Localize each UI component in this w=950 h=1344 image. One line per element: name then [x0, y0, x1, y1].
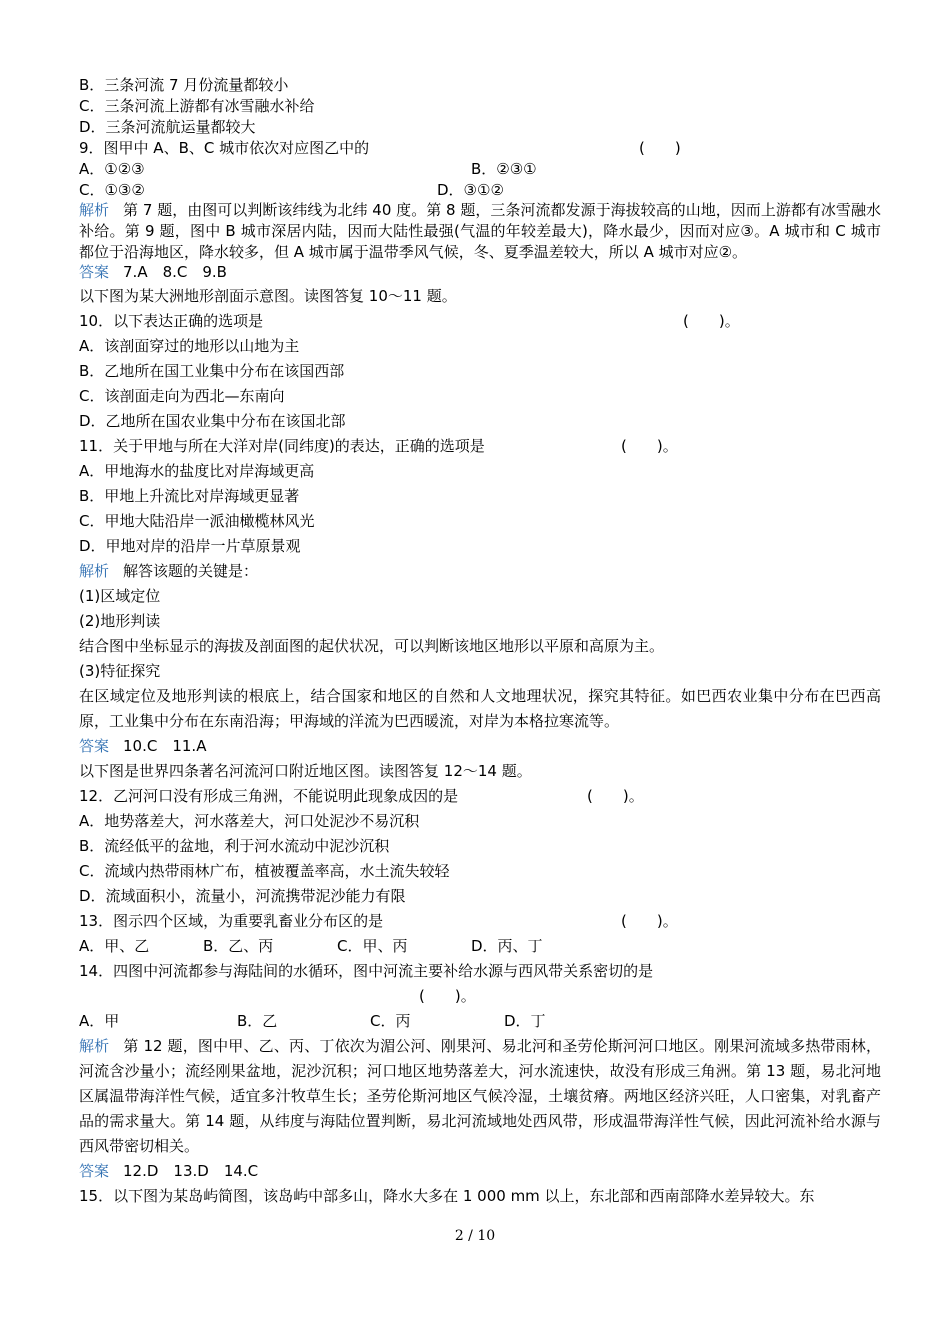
q15-stem: 15．以下图为某岛屿简图，该岛屿中部多山，降水大多在 1 000 mm 以上，东北部和西南部降水差异较大。东 — [79, 1187, 815, 1205]
q8-option-c: C．三条河流上游都有冰雪融水补给 — [79, 97, 315, 115]
q10-stem: 10．以下表达正确的选项是 — [79, 312, 264, 330]
q9-stem: 9．图甲中 A、B、C 城市依次对应图乙中的 — [79, 139, 370, 157]
analysis-point-3-text: 在区域定位及地形判读的根底上，结合国家和地区的自然和人文地理状况，探究其特征。如巴西农业集中分布在巴西高原，工业集中分布在东南沿海；甲海域的洋流为巴西暖流，对岸为本格拉寒流等。 — [79, 687, 881, 730]
q11-option-a: A．甲地海水的盐度比对岸海域更高 — [79, 462, 315, 480]
answer-text: 10.C 11.A — [123, 737, 207, 755]
q13-option-c: C．甲、丙 — [337, 937, 408, 955]
q13-stem: 13．图示四个区域，为重要乳畜业分布区的是 — [79, 912, 384, 930]
analysis-point-2: (2)地形判读 — [79, 612, 161, 630]
analysis-label: 解析 — [79, 562, 110, 580]
q12-option-c: C．流域内热带雨林广布，植被覆盖率高，水土流失较轻 — [79, 862, 450, 880]
answer-text: 12.D 13.D 14.C — [123, 1162, 259, 1180]
q14-option-c: C．丙 — [370, 1012, 411, 1030]
analysis-text: 第 7 题，由图可以判断该纬线为北纬 40 度。第 8 题，三条河流都发源于海拔较高的山地，因而上游都有冰雪融水补给。第 9 题，图中 B 城市深居内陆，因而大陆性最强(气温的年较差最大)，降水最少，因而对应③。A 城市和 C 城市都位于沿海地区，降水较多，但 A 城市属于温带季风气候，冬、夏季温差较大，所以 A 城市对应②。 — [79, 201, 881, 261]
analysis-point-1: (1)区域定位 — [79, 587, 161, 605]
q10-option-c: C．该剖面走向为西北—东南向 — [79, 387, 285, 405]
q10-option-b: B．乙地所在国工业集中分布在该国西部 — [79, 362, 345, 380]
intro-12-14: 以下图是世界四条著名河流河口附近地区图。读图答复 12～14 题。 — [79, 762, 532, 780]
analysis-10-11-lead — [79, 562, 258, 581]
answer-label: 答案 — [79, 1162, 110, 1180]
q9-option-c: C．①③② — [79, 181, 145, 199]
q13-option-b: B．乙、丙 — [203, 937, 274, 955]
intro-10-11: 以下图为某大洲地形剖面示意图。读图答复 10～11 题。 — [79, 287, 457, 305]
q9-option-d: D．③①② — [437, 181, 504, 199]
analysis-point-2-text: 结合图中坐标显示的海拔及剖面图的起伏状况，可以判断该地区地形以平原和高原为主。 — [79, 637, 665, 655]
q13-option-a: A．甲、乙 — [79, 937, 150, 955]
q12-option-b: B．流经低平的盆地，利于河水流动中泥沙沉积 — [79, 837, 390, 855]
q8-option-b: B．三条河流 7 月份流量都较小 — [79, 76, 289, 94]
q13-paren: ( )。 — [621, 912, 678, 930]
analysis-point-3: (3)特征探究 — [79, 662, 161, 680]
q10-paren: ( )。 — [683, 312, 740, 330]
answer-text: 7.A 8.C 9.B — [123, 263, 227, 281]
q11-option-b: B．甲地上升流比对岸海域更显著 — [79, 487, 300, 505]
analysis-label: 解析 — [79, 201, 110, 219]
q11-option-c: C．甲地大陆沿岸一派油橄榄林风光 — [79, 512, 315, 530]
q11-option-d: D．甲地对岸的沿岸一片草原景观 — [79, 537, 301, 555]
q9-option-b: B．②③① — [471, 160, 537, 178]
analysis-7-9 — [79, 200, 881, 263]
answer-10-11 — [79, 737, 206, 756]
q12-option-a: A．地势落差大，河水落差大，河口处泥沙不易沉积 — [79, 812, 420, 830]
analysis-label: 解析 — [79, 1037, 110, 1055]
q14-option-d: D．丁 — [504, 1012, 546, 1030]
answer-label: 答案 — [79, 737, 110, 755]
q12-stem: 12．乙河河口没有形成三角洲，不能说明此现象成因的是 — [79, 787, 459, 805]
analysis-lead: 解答该题的关键是： — [123, 562, 259, 580]
q10-option-d: D．乙地所在国农业集中分布在该国北部 — [79, 412, 346, 430]
analysis-text: 第 12 题，图中甲、乙、丙、丁依次为湄公河、刚果河、易北河和圣劳伦斯河河口地区。刚果河流域多热带雨林，河流含沙量小；流经刚果盆地，泥沙沉积；河口地区地势落差大，河水流速快，故没有形成三角洲。第 13 题，易北河地区属温带海洋性气候，适宜多汁牧草生长；圣劳伦斯河地区气候冷湿，土壤贫瘠。两地区经济兴旺，人口密集，对乳畜产品的需求量大。第 14 题，从纬度与海陆位置判断，易北河流域地处西风带，形成温带海洋性气候，因此河流补给水源与西风带密切相关。 — [79, 1037, 881, 1155]
q14-option-a: A．甲 — [79, 1012, 120, 1030]
q11-stem: 11．关于甲地与所在大洋对岸(同纬度)的表达，正确的选项是 — [79, 437, 485, 455]
q14-paren: ( )。 — [419, 987, 476, 1005]
q12-option-d: D．流域面积小，流量小，河流携带泥沙能力有限 — [79, 887, 406, 905]
q9-option-a: A．①②③ — [79, 160, 145, 178]
q12-paren: ( )。 — [587, 787, 644, 805]
analysis-12-14 — [79, 1034, 881, 1159]
q9-paren: ( ) — [639, 139, 681, 157]
q14-option-b: B．乙 — [237, 1012, 278, 1030]
q11-paren: ( )。 — [621, 437, 678, 455]
q14-stem: 14．四图中河流都参与海陆间的水循环，图中河流主要补给水源与西风带关系密切的是 — [79, 962, 654, 980]
answer-label: 答案 — [79, 263, 110, 281]
q8-option-d: D．三条河流航运量都较大 — [79, 118, 256, 136]
q10-option-a: A．该剖面穿过的地形以山地为主 — [79, 337, 300, 355]
page-number: 2 / 10 — [454, 1228, 496, 1244]
q13-option-d: D．丙、丁 — [471, 937, 543, 955]
answer-7-9 — [79, 263, 227, 282]
answer-12-14 — [79, 1162, 258, 1181]
